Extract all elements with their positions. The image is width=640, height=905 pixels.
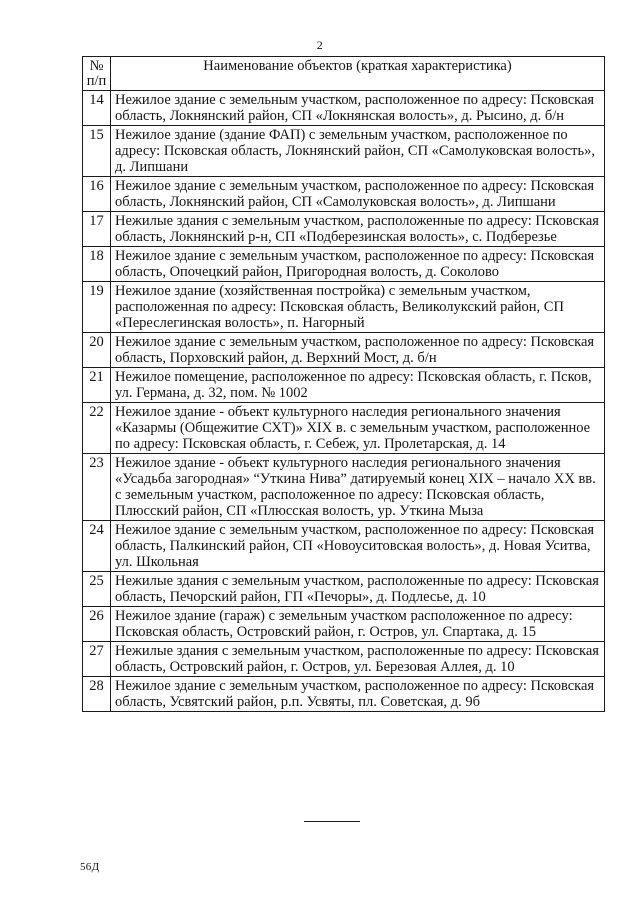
footer-divider (304, 821, 360, 822)
table-row (83, 177, 605, 212)
row-number: 14 (83, 91, 111, 126)
header-row (83, 57, 605, 91)
document-stamp: 56Д (80, 861, 100, 873)
table-row (83, 282, 605, 333)
table-row (83, 368, 605, 403)
table-header (83, 57, 605, 91)
table-row (83, 247, 605, 282)
object-description: Нежилое здание - объект культурного наследия регионального значения «Усадьба загородная» “Уткина Нива” датируемый конец XIX – начало XX вв. с земельным участком, расположенное по адресу: Псковская область, Плюсский район, СП «Плюсская волость, ур. Уткина Мыза (111, 454, 605, 521)
row-number: 16 (83, 177, 111, 212)
row-number: 20 (83, 333, 111, 368)
object-description: Нежилое здание с земельным участком, расположенное по адресу: Псковская область, Усвятский район, р.п. Усвяты, пл. Советская, д. 9б (111, 677, 605, 712)
objects-table (82, 56, 605, 712)
object-description: Нежилое помещение, расположенное по адресу: Псковская область, г. Псков, ул. Германа, д. 32, пом. № 1002 (111, 368, 605, 403)
row-number: 26 (83, 607, 111, 642)
table-row (83, 607, 605, 642)
object-description: Нежилое здание (здание ФАП) с земельным участком, расположенное по адресу: Псковская область, Локнянский район, СП «Самолуковская волость», д. Липшани (111, 126, 605, 177)
object-description: Нежилое здание с земельным участком, расположенное по адресу: Псковская область, Палкинский район, СП «Новоуситовская волость», д. Новая Уситва, ул. Школьная (111, 521, 605, 572)
row-number: 18 (83, 247, 111, 282)
object-description: Нежилое здание (гараж) с земельным участком расположенное по адресу: Псковская область, Островский район, г. Остров, ул. Спартака, д. 15 (111, 607, 605, 642)
table-row (83, 572, 605, 607)
table-row (83, 521, 605, 572)
table-body (83, 91, 605, 712)
row-number: 25 (83, 572, 111, 607)
row-number: 17 (83, 212, 111, 247)
object-description: Нежилое здание с земельным участком, расположенное по адресу: Псковская область, Порховский район, д. Верхний Мост, д. б/н (111, 333, 605, 368)
table-row (83, 403, 605, 454)
table-row (83, 642, 605, 677)
table-row (83, 212, 605, 247)
object-description: Нежилые здания с земельным участком, расположенные по адресу: Псковская область, Печорский район, ГП «Печоры», д. Подлесье, д. 10 (111, 572, 605, 607)
page-number: 2 (316, 38, 324, 52)
table-row (83, 454, 605, 521)
row-number: 19 (83, 282, 111, 333)
object-description: Нежилое здание с земельным участком, расположенное по адресу: Псковская область, Опочецкий район, Пригородная волость, д. Соколово (111, 247, 605, 282)
table-row (83, 677, 605, 712)
object-description: Нежилое здание - объект культурного наследия регионального значения «Казармы (Общежитие СХТ)» XIX в. с земельным участком, расположенное по адресу: Псковская область, г. Себеж, ул. Пролетарская, д. 14 (111, 403, 605, 454)
column-header-name: Наименование объектов (краткая характеристика) (111, 57, 605, 91)
row-number: 22 (83, 403, 111, 454)
table-row (83, 91, 605, 126)
row-number: 28 (83, 677, 111, 712)
object-description: Нежилое здание (хозяйственная постройка) с земельным участком, расположенная по адресу: Псковская область, Великолукский район, СП «Переслегинская волость», п. Нагорный (111, 282, 605, 333)
object-description: Нежилое здание с земельным участком, расположенное по адресу: Псковская область, Локнянский район, СП «Локнянская волость», д. Рысино, д. б/н (111, 91, 605, 126)
row-number: 21 (83, 368, 111, 403)
table-row (83, 333, 605, 368)
row-number: 23 (83, 454, 111, 521)
row-number: 27 (83, 642, 111, 677)
object-description: Нежилое здание с земельным участком, расположенное по адресу: Псковская область, Локнянский район, СП «Самолуковская волость», д. Липшани (111, 177, 605, 212)
object-description: Нежилые здания с земельным участком, расположенные по адресу: Псковская область, Локнянский р-н, СП «Подберезинская волость», с. Подберезье (111, 212, 605, 247)
column-header-number: № п/п (83, 57, 111, 91)
row-number: 15 (83, 126, 111, 177)
row-number: 24 (83, 521, 111, 572)
object-description: Нежилые здания с земельным участком, расположенные по адресу: Псковская область, Островский район, г. Остров, ул. Березовая Аллея, д. 10 (111, 642, 605, 677)
table-row (83, 126, 605, 177)
